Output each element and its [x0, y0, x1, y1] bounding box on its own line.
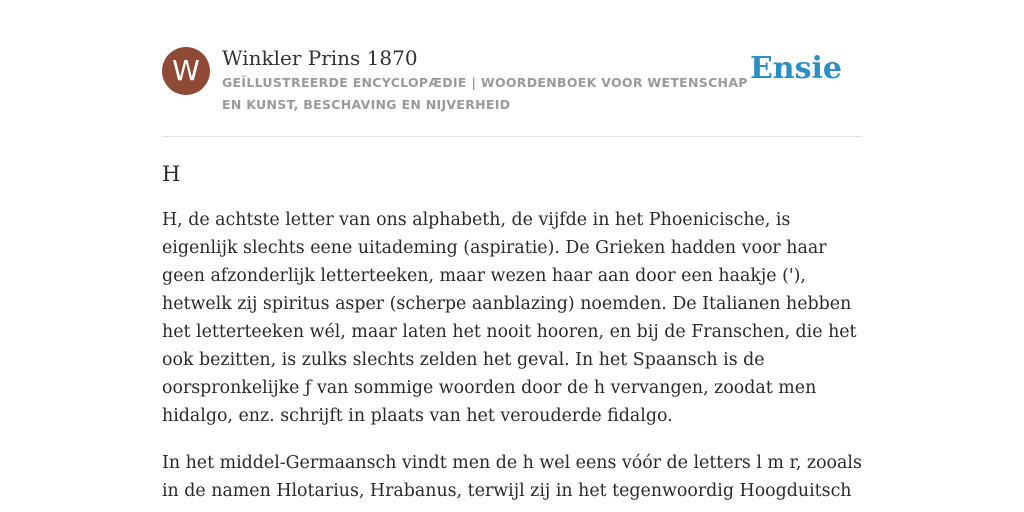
entry-paragraph: In het middel-Germaansch vindt men de h wel eens vóór de letters l m r, zooals in de namen Hlotarius, Hrabanus, terwijl zij in het tegenwoordig Hoogduitsch: [162, 453, 862, 501]
entry-paragraph: H, de achtste letter van ons alphabeth, de vijfde in het Phoenicische, is eigenlijk slechts eene uitademing (aspiratie). De Grieken hadden voor haar geen afzonderlijk letterteeken, maar wezen haar aan door een haakje ('), hetwelk zij spiritus asper (scherpe aanblazing) noemden. De Italianen hebben het letterteeken wél, maar laten het nooit hooren, en bij de Franschen, die het ook bezitten, is zulks slechts zelden het geval. In het Spaansch is de oorspronkelijke ƒ van sommige woorden door de h vervangen, zoodat men hidalgo, enz. schrijft in plaats van het verouderde fidalgo.: [162, 210, 857, 426]
entry-content: [162, 158, 862, 512]
ensie-logo-link[interactable]: Ensie: [749, 51, 842, 86]
source-subtitle: GEÏLLUSTREERDE ENCYCLOPÆDIE | WOORDENBOEK VOOR WETENSCHAP EN KUNST, BESCHAVING EN NIJVERHEID: [222, 75, 748, 112]
entry-heading: H: [162, 162, 181, 186]
source-header: [162, 44, 862, 137]
source-avatar[interactable]: W: [162, 47, 210, 95]
source-title[interactable]: Winkler Prins 1870: [222, 46, 418, 70]
